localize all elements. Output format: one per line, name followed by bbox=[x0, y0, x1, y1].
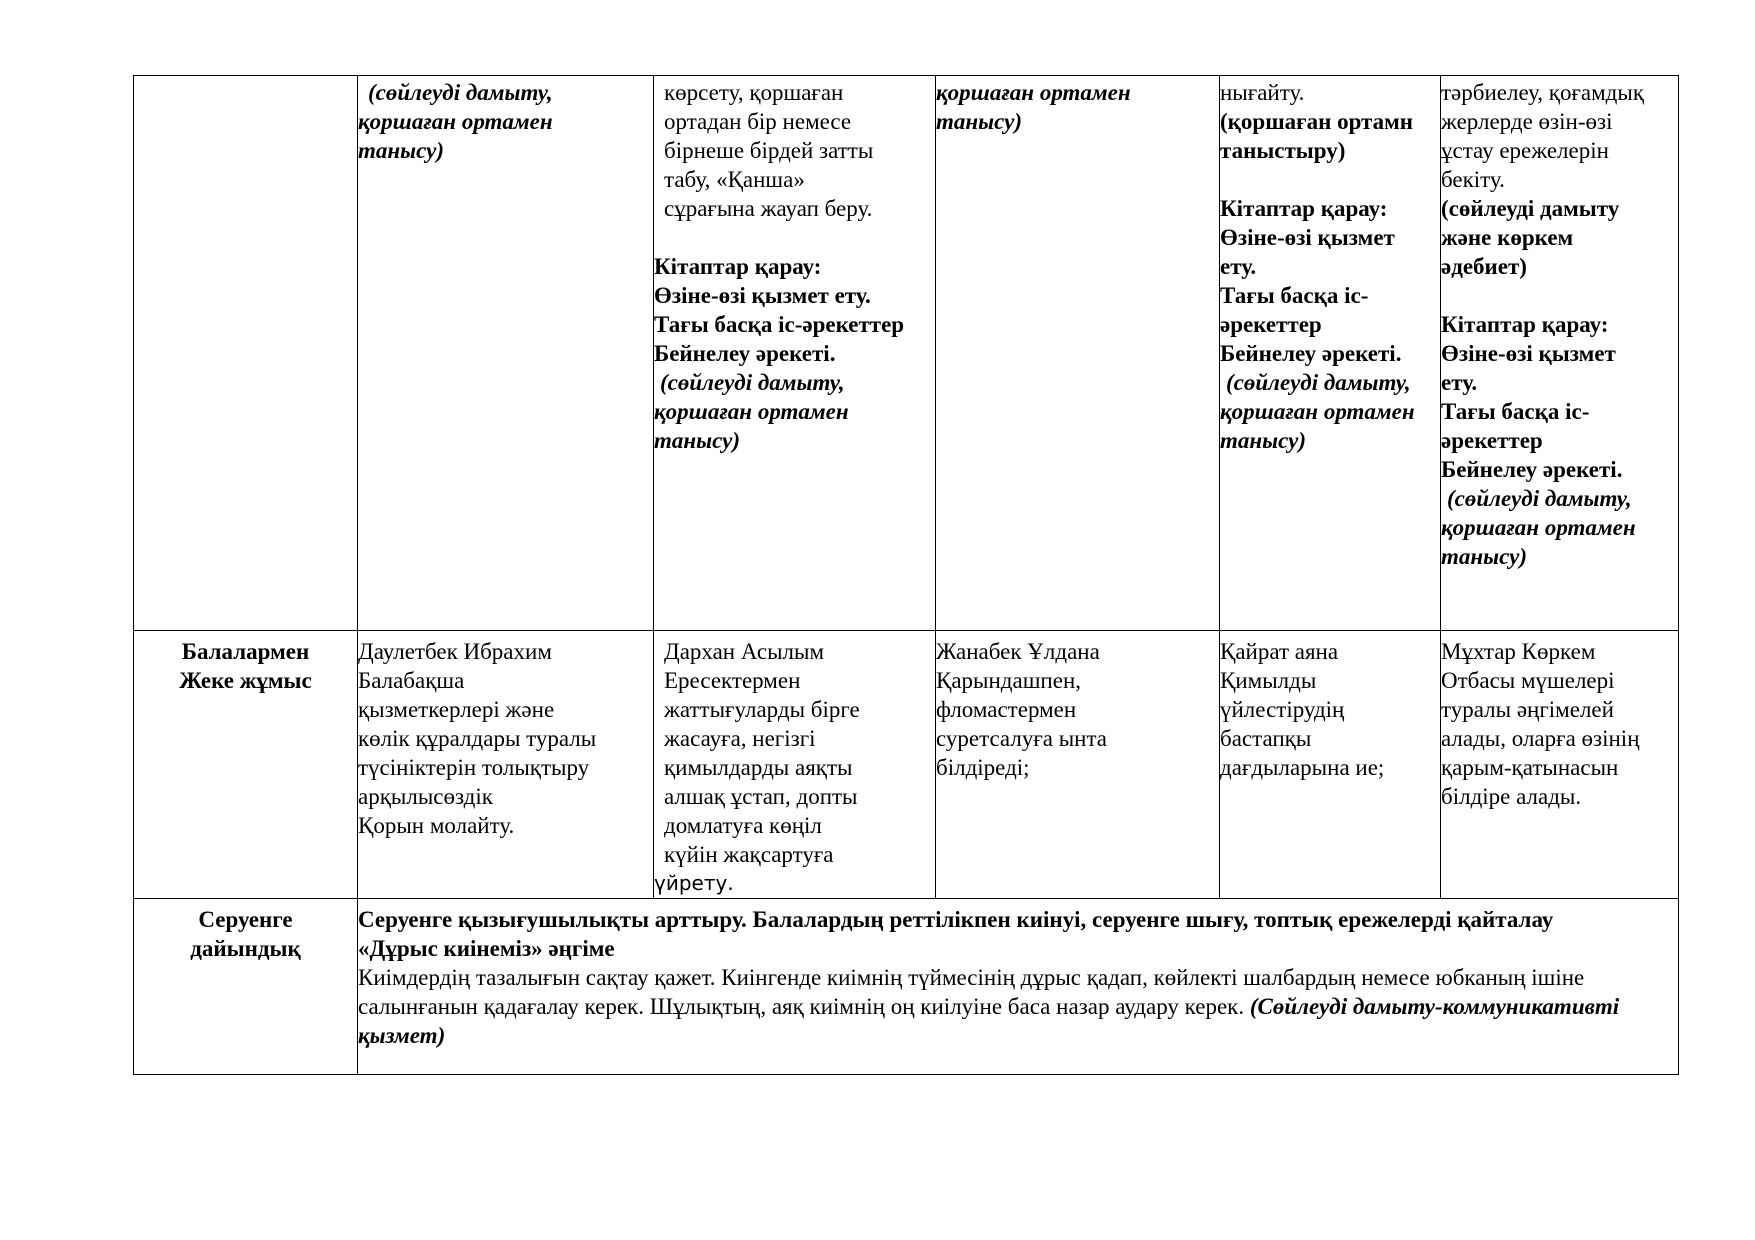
schedule-table bbox=[133, 75, 1679, 1075]
walk-prep-label-cell bbox=[134, 899, 358, 1075]
activity-line: әрекеттер bbox=[1441, 428, 1543, 453]
activity-line: ету. bbox=[1220, 254, 1257, 279]
text-line: ұстау ережелерін bbox=[1441, 138, 1609, 163]
text-line: Даулетбек Ибрахим bbox=[358, 639, 552, 664]
text-line: күйін жақсартуға bbox=[664, 842, 834, 867]
activity-line: әдебиет) bbox=[1441, 254, 1527, 279]
activity-line: Кітаптар қарау: bbox=[654, 254, 822, 279]
text-line: көлік құралдары туралы bbox=[358, 726, 597, 751]
text-line: білдіреді; bbox=[936, 755, 1030, 780]
text-line: сұрағына жауап беру. bbox=[664, 196, 873, 221]
text-line: қарым-қатынасын bbox=[1441, 755, 1619, 780]
note-line: танысу) bbox=[358, 138, 445, 163]
activity-line: Өзіне-өзі қызмет bbox=[1441, 341, 1616, 366]
activity-line: және көркем bbox=[1441, 225, 1574, 250]
row-label: Жеке жұмыс bbox=[179, 668, 312, 693]
row-label: Серуенге bbox=[198, 907, 293, 932]
text-line: көрсету, қоршаған bbox=[664, 80, 844, 105]
text-line: жасауға, негізгі bbox=[664, 726, 816, 751]
activities-thursday-cell bbox=[1220, 76, 1441, 631]
text-line: бірнеше бірдей затты bbox=[664, 138, 874, 163]
activity-line: Кітаптар қарау: bbox=[1441, 312, 1609, 337]
activity-line: Тағы басқа іс-әрекеттер bbox=[654, 312, 905, 337]
activities-monday-cell bbox=[358, 76, 654, 631]
activity-line: әрекеттер bbox=[1220, 312, 1322, 337]
walk-prep-content-cell bbox=[358, 899, 1679, 1075]
activity-line: Тағы басқа іс- bbox=[1441, 399, 1590, 424]
text-line: фломастермен bbox=[936, 697, 1077, 722]
activity-line: таныстыру) bbox=[1220, 138, 1346, 163]
individual-work-row bbox=[134, 631, 1679, 899]
walk-body-text: Киімдердің тазалығын сақтау қажет. Киінгенде киімнің түймесінің дұрыс қадап, көйлекті шалбардың немесе юбканың ішіне салынғанын қадағалау керек. Шұлықтың, аяқ киімнің оң киілуіне баса назар аудару керек. bbox=[358, 965, 1585, 1019]
activities-label-cell bbox=[134, 76, 358, 631]
text-line: Қайрат аяна bbox=[1220, 639, 1339, 664]
activity-line: ету. bbox=[1441, 370, 1478, 395]
text-line: Отбасы мүшелері bbox=[1441, 668, 1615, 693]
individual-wednesday-cell bbox=[936, 631, 1220, 899]
walk-prep-row bbox=[134, 899, 1679, 1075]
activity-line: Бейнелеу әрекеті. bbox=[1220, 341, 1402, 366]
activity-line: Кітаптар қарау: bbox=[1220, 196, 1388, 221]
activity-line: Бейнелеу әрекеті. bbox=[654, 341, 836, 366]
text-line: тәрбиелеу, қоғамдық bbox=[1441, 80, 1644, 105]
text-line: алады, оларға өзінің bbox=[1441, 726, 1640, 751]
text-line: білдіре алады. bbox=[1441, 784, 1582, 809]
note-line: танысу) bbox=[654, 428, 741, 453]
note-line: танысу) bbox=[936, 109, 1023, 134]
text-line: Дархан Асылым bbox=[664, 639, 825, 664]
text-line: Қарындашпен, bbox=[936, 668, 1082, 693]
walk-body bbox=[358, 963, 1678, 1050]
individual-friday-cell bbox=[1441, 631, 1679, 899]
activity-line: Бейнелеу әрекеті. bbox=[1441, 457, 1623, 482]
note-line: қоршаған ортамен bbox=[1220, 399, 1415, 424]
text-line: суретсалуға ынта bbox=[936, 726, 1108, 751]
activity-line: Өзіне-өзі қызмет bbox=[1220, 225, 1395, 250]
activities-tuesday-cell bbox=[654, 76, 936, 631]
text-line: Жанабек Ұлдана bbox=[936, 639, 1100, 664]
text-line: жерлерде өзін-өзі bbox=[1441, 109, 1613, 134]
walk-body-note: (Сөйлеуді дамыту-коммуникативті қызмет) bbox=[358, 994, 1620, 1048]
text-line: бекіту. bbox=[1441, 167, 1505, 192]
text-line: Қорын молайту. bbox=[358, 813, 515, 838]
note-line: қоршаған ортамен bbox=[936, 80, 1131, 105]
note-line: қоршаған ортамен bbox=[358, 109, 553, 134]
activity-line: Тағы басқа іс- bbox=[1220, 283, 1369, 308]
text-line: Ересектермен bbox=[664, 668, 801, 693]
individual-work-label-cell bbox=[134, 631, 358, 899]
text-line: нығайту. bbox=[1220, 80, 1305, 105]
activity-line: (қоршаған ортамн bbox=[1220, 109, 1414, 134]
individual-monday-cell bbox=[358, 631, 654, 899]
note-line: танысу) bbox=[1441, 544, 1528, 569]
text-line: ортадан бір немесе bbox=[664, 109, 852, 134]
text-line: қимылдарды аяқты bbox=[664, 755, 853, 780]
text-line: бастапқы bbox=[1220, 726, 1312, 751]
text-line: Қимылды bbox=[1220, 668, 1317, 693]
row-label: дайындық bbox=[190, 936, 301, 961]
text-line: түсініктерін толықтыру bbox=[358, 755, 590, 780]
text-line: қызметкерлері және bbox=[358, 697, 555, 722]
text-line: Балабақша bbox=[358, 668, 465, 693]
activities-friday-cell bbox=[1441, 76, 1679, 631]
text-line: табу, «Қанша» bbox=[664, 167, 805, 192]
individual-thursday-cell bbox=[1220, 631, 1441, 899]
activities-row bbox=[134, 76, 1679, 631]
note-line: қоршаған ортамен bbox=[1441, 515, 1636, 540]
text-line: жаттығуларды бірге bbox=[664, 697, 860, 722]
activity-line: (сөйлеуді дамыту bbox=[1441, 196, 1620, 221]
row-label: Балалармен bbox=[181, 639, 310, 664]
activity-line: Өзіне-өзі қызмет ету. bbox=[654, 283, 871, 308]
text-line: үйрету. bbox=[654, 871, 734, 895]
talk-title: «Дұрыс киінеміз» әңгіме bbox=[358, 936, 615, 961]
text-line: туралы әңгімелей bbox=[1441, 697, 1614, 722]
text-line: арқылысөздік bbox=[358, 784, 493, 809]
note-line: (сөйлеуді дамыту, bbox=[368, 80, 553, 105]
note-line: танысу) bbox=[1220, 428, 1307, 453]
text-line: Мұхтар Көркем bbox=[1441, 639, 1596, 664]
text-line: үйлестірудің bbox=[1220, 697, 1345, 722]
note-line: (сөйлеуді дамыту, bbox=[660, 370, 845, 395]
individual-tuesday-cell bbox=[654, 631, 936, 899]
note-line: қоршаған ортамен bbox=[654, 399, 849, 424]
walk-heading: Серуенге қызығушылықты арттыру. Балалардың реттілікпен киінуі, серуенге шығу, топтық ережелерді қайталау bbox=[358, 907, 1554, 932]
activities-wednesday-cell bbox=[936, 76, 1220, 631]
note-line: (сөйлеуді дамыту, bbox=[1226, 370, 1411, 395]
text-line: дағдыларына ие; bbox=[1220, 755, 1385, 780]
text-line: домлатуға көңіл bbox=[664, 813, 822, 838]
text-line: алшақ ұстап, допты bbox=[664, 784, 858, 809]
note-line: (сөйлеуді дамыту, bbox=[1447, 486, 1632, 511]
